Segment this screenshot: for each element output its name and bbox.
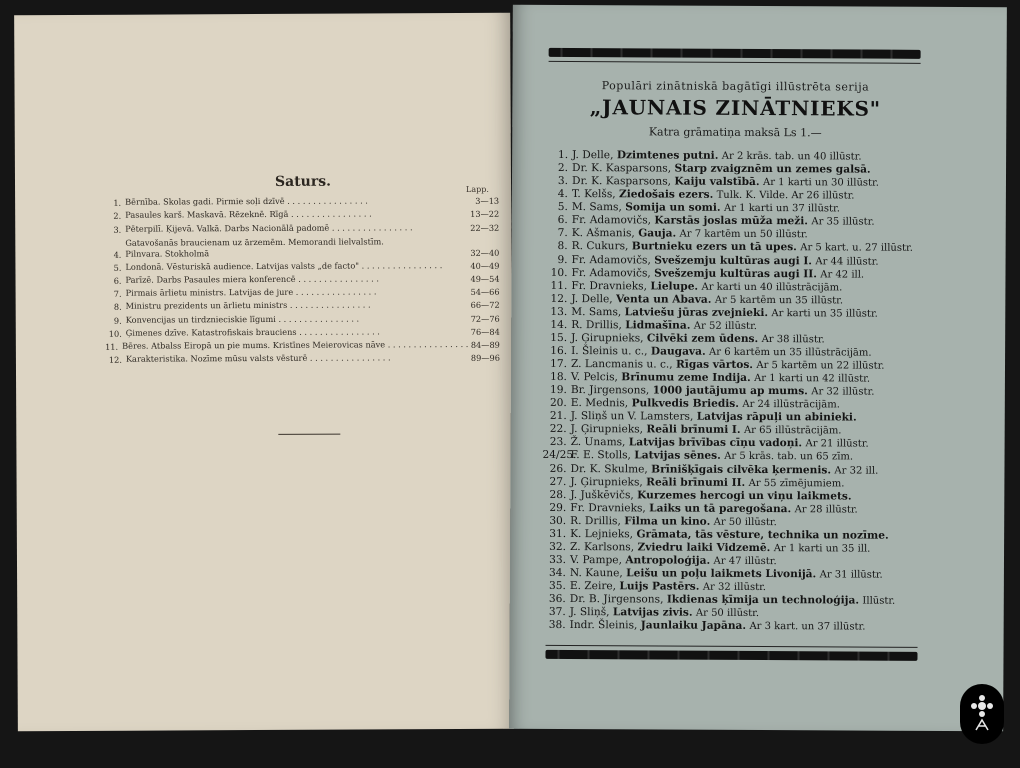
toc-row [100,323,500,338]
book-author: R. Drillis, [570,514,621,528]
book-number: 4. [557,188,568,201]
book-title: Burtnieku ezers un tā upes. [631,240,797,254]
book-info: Ar 55 zīmējumiem. [748,477,845,490]
book-title: Rīgas vārtos. [675,358,754,371]
book-title: Brīnumu zeme Indija. [621,371,751,385]
book-info: Ar 6 kartēm un 35 illūstrācijām. [709,346,872,359]
book-title: Karstās joslas mūža meži. [654,214,809,228]
book-author: R. Cukurs, [571,240,629,253]
toc-title: Bērnība. Skolas gadi. Pirmie soļi dzīvē . . . . . . . . . . . . . . . . [125,195,368,207]
series-subtitle: Populāri zinātniskā bagātīgi illūstrēta serija [601,79,870,94]
book-author: J. Sliņš un V. Lamsters, [570,410,694,423]
book-number: 30. [549,514,567,527]
book-number: 36. [548,593,566,606]
toc-pages: 89—96 [470,352,500,363]
book-info: Ar 38 illūstr. [761,333,825,346]
toc-number: 2. [113,211,122,222]
rule-bottom [546,645,918,648]
book-info: Ar 32 ill. [834,464,879,477]
book-title: Latvijas rāpuļi un abinieki. [696,410,857,424]
book-number: 7. [557,227,568,240]
toc-pages: 22—32 [470,222,500,233]
book-author: J. Ģirupnieks, [571,331,644,345]
toc-row [99,193,499,208]
price-line: Katra grāmatiņa maksā Ls 1.— [648,125,822,140]
book-number: 28. [549,488,567,501]
book-title: Dzimtenes putni. [616,149,719,162]
book-author: T. Kelšs, [571,188,616,201]
book-author: F. E. Stolls, [570,449,631,462]
book-info: Ar 5 kartēm un 22 illūstr. [756,359,885,372]
book-number: 34. [549,566,566,579]
book-author: Fr. Adamovičs, [571,253,651,266]
book-title: Latvijas zivis. [612,606,693,619]
toc-title: Ģimenes dzīve. Katastrofiskais brauciens . . . . . . . . . . . . . . . . [125,326,380,338]
book-title: Leišu un poļu laikmets Livonijā. [626,567,817,581]
book-author: N. Kaune, [569,567,623,580]
book-info: Ar 32 illūstr. [702,581,767,594]
book-title: Daugava. [650,345,706,358]
book-title: Cilvēki zem ūdens. [646,332,759,345]
book-title: Luijs Pastērs. [619,580,700,593]
book-title: Zviedru laiki Vidzemē. [637,541,771,554]
toc-title [125,236,461,260]
toc-title: Londonā. Vēsturiskā audience. Latvijas valsts „de facto" . . . . . . . . . . . . . . . . [125,259,443,272]
ornament-logo-icon [960,684,1004,744]
book-info: Ar 65 illūstrācijām. [743,425,842,437]
toc-title: Bēres. Atbalss Eiropā un pie mums. Kristīnes Meierovicas nāve . . . . . . . . . . . . . . . . [122,338,469,351]
toc-row [99,232,499,259]
book-author: I. Šleinis u. c., [571,344,648,358]
book-number: 10. [550,266,568,279]
book-title: Laiks un tā paregošana. [649,502,792,515]
book-title: Antropoloģija. [625,554,711,567]
book-info: Ar 24 illūstrācijām. [742,399,840,411]
toc-title: Pēterpilī. Ķijevā. Valkā. Darbs Nacionālā padomē . . . . . . . . . . . . . . . . [125,221,413,234]
book-title: Latviešu jūras zvejnieki. [624,306,769,319]
toc-pages: 3—13 [475,195,500,207]
book-info: Ar 32 illūstr. [811,386,875,398]
book-number: 1. [557,148,569,162]
book-info: Ar 52 illūstr. [693,320,757,332]
book-author: J. Delle, [572,149,614,162]
toc-title: Pasaules karš. Maskavā. Rēzeknē. Rīgā . . . . . . . . . . . . . . . . [125,208,372,221]
book-author: V. Pampe, [569,553,622,567]
toc-title: Ministru prezidents un ārlietu ministrs . . . . . . . . . . . . . . . . [125,299,371,312]
book-title: 1000 jautājumu ap mums. [652,384,808,398]
book-title: Ziedošais ezers. [619,188,714,201]
toc-title: Karakteristika. Nozīme mūsu valsts vēsturē . . . . . . . . . . . . . . . . [125,352,391,364]
toc-pages: 13—22 [470,209,500,220]
book-number: 38. [548,619,566,632]
toc-title: Parīzē. Darbs Pasaules miera konferencē . . . . . . . . . . . . . . . . [125,273,379,285]
book-number: 6. [557,214,568,227]
book-author: K. Lejnieks, [570,527,634,541]
book-title: Pulkvedis Briedis. [631,397,740,411]
toc-number: 4. [113,249,122,260]
book-info: Ar 44 illūstr. [815,255,879,268]
contents-title: Saturs. [274,173,332,190]
toc-number: 12. [108,354,122,365]
book-author: Br. Jirgensons, [570,384,650,397]
book-info: Ar 50 illūstr. [713,516,777,528]
book-author: J. Ģirupnieks, [570,423,644,436]
book-number: 18. [550,370,567,384]
book-number: 23. [549,436,567,449]
book-author: Z. Karlsons, [570,540,635,554]
book-title: Latvijas brīvības cīņu vadoņi. [628,436,803,450]
book-title: Filma un kino. [624,515,711,528]
book-author: K. Ašmanis, [571,227,635,240]
book-number: 20. [549,397,567,410]
book-number: 29. [549,501,567,514]
book-number: 22. [549,423,567,436]
toc-title-line1: Gatavošanās braucienam uz ārzemēm. Memorandi lielvalstīm. [125,235,384,248]
book-title: Lielupe. [650,280,699,293]
book-number: 9. [557,253,568,266]
book-info: Tulk. K. Vilde. Ar 26 illūstr. [716,189,855,202]
toc-title: Konvencijas un tirdznieciskie līgumi . . . . . . . . . . . . . . . . [125,313,360,325]
book-number: 8. [557,240,568,253]
book-title: Jaunlaiku Japāna. [640,619,747,633]
book-author: E. Zeire, [569,580,617,593]
book-number: 14. [550,318,568,331]
book-info: Illūstr. [862,595,896,607]
book-info: Ar 47 illūstr. [713,555,777,568]
book-number: 21. [549,410,567,423]
book-number: 32. [549,540,567,553]
book-list [542,149,965,635]
book-title: Kurzemes hercogi un viņu laikmets. [637,488,852,503]
book-info: Ar 50 illūstr. [695,607,760,620]
toc-row [100,350,500,365]
toc-number: 3. [113,224,122,235]
book-author: J. Sliņš, [569,606,610,619]
book-number: 16. [550,344,568,357]
book-number: 12. [550,292,568,305]
book-title: Reāli brīnumi I. [646,423,741,437]
book-info: Ar 5 kart. u. 27 illūstr. [800,242,913,255]
toc-row [99,219,499,234]
left-page [14,13,514,732]
toc-row [99,257,499,272]
toc-pages: 84—89 [470,339,500,350]
toc-number: 11. [105,341,119,352]
book-number: 19. [549,384,567,397]
book-number: 15. [550,331,568,344]
book-title: Gauja. [638,227,677,240]
book-title: Svešzemju kultūras augi II. [654,267,817,280]
divider-rule [278,434,340,435]
book-number: 17. [550,357,568,370]
book-author: Dr. B. Jirgensons, [569,593,664,606]
book-info: Ar 5 krās. tab. un 65 zīm. [724,451,854,463]
toc-pages: 49—54 [470,273,500,284]
list-item [542,619,962,634]
toc-title: Pirmais ārlietu ministrs. Latvijas de jure . . . . . . . . . . . . . . . . [125,286,377,298]
book-info: Ar 3 kart. un 37 illūstr. [749,621,866,633]
book-number: 37. [548,606,566,619]
book-number: 2. [557,162,569,175]
book-number: 33. [549,553,567,566]
book-info: Ar 35 illūstr. [811,216,875,228]
book-author: J. Juškēvičs, [570,488,634,501]
toc-number: 6. [113,275,122,286]
book-author: Fr. Dravnieks, [571,279,648,293]
book-author: E. Mednis, [570,397,629,410]
book-number: 5. [557,201,568,214]
book-info: Ar 21 illūstr. [805,438,869,450]
book-info: Ar 1 karti un 35 ill. [773,542,871,555]
toc-pages: 32—40 [470,247,500,258]
book-title: Reāli brīnumi II. [646,475,746,489]
book-info: Ar 28 illūstr. [794,503,858,516]
book-info: Ar 1 karti un 42 illūstr. [754,373,871,385]
toc-pages: 72—76 [470,313,500,324]
book-info: Ar 7 kartēm un 50 illūstr. [679,228,808,241]
book-title: Starp zvaigznēm un zemes galsā. [674,162,871,176]
table-of-contents [99,193,500,365]
book-author: Ž. Unams, [570,436,626,449]
toc-number: 9. [113,315,122,326]
book-number: 11. [550,279,568,292]
toc-pages: 40—49 [470,260,500,271]
toc-row [99,206,499,221]
book-number: 24/25. [542,449,577,462]
toc-row [100,310,500,325]
book-number: 26. [549,462,567,475]
book-title: Venta un Abava. [616,292,712,306]
toc-number: 7. [113,288,122,299]
rule-top [549,61,921,64]
book-info: Ar 5 kartēm un 35 illūstr. [714,294,844,307]
book-author: Fr. Adamovičs, [571,266,651,279]
toc-pages: 76—84 [470,326,500,337]
pages-header: Lapp. [466,184,489,194]
toc-row [100,336,500,351]
book-number: 31. [549,527,567,540]
book-author: M. Sams, [571,305,622,319]
book-info: Ar 2 krās. tab. un 40 illūstr. [721,150,862,163]
book-author: Fr. Adamovičs, [571,214,652,227]
toc-pages: 54—66 [470,286,500,298]
book-title: Latvijas sēnes. [634,449,721,463]
book-title: Somija un somi. [625,201,721,215]
toc-title-line2: Pilnvara. Stokholmā [125,247,210,259]
decorative-band-bottom [545,650,917,661]
book-author: M. Sams, [571,201,622,214]
toc-pages: 66—72 [470,300,500,311]
book-title: Lidmašīna. [625,319,691,332]
book-info: Ar 1 karti un 37 illūstr. [723,203,840,215]
book-author: Dr. K. Skulme, [570,462,648,475]
book-author: Dr. K. Kasparsons, [571,175,672,188]
book-title: Svešzemju kultūras augi I. [654,253,813,267]
toc-row [100,297,500,312]
series-title: „JAUNAIS ZINĀTNIEKS" [589,95,882,121]
toc-number: 5. [113,262,122,273]
book-info: Ar 31 illūstr. [819,569,883,581]
toc-number: 8. [113,302,122,313]
book-number: 13. [550,305,568,318]
book-title: Ikdienas ķīmija un technoloģija. [666,593,860,607]
book-title: Brīnišķīgais cilvēka ķermenis. [651,462,832,476]
book-author: Dr. K. Kasparsons, [572,162,672,175]
book-author: J. Ģirupnieks, [570,475,643,488]
book-info: Ar karti un 40 illūstrācijām. [701,281,843,294]
book-author: Fr. Dravnieks, [570,501,646,515]
decorative-band-top [549,48,921,59]
book-author: J. Delle, [571,292,613,305]
toc-number: 10. [108,328,122,339]
book-author: V. Pelcis, [570,371,618,384]
book-number: 35. [548,579,566,593]
toc-number: 1. [113,197,122,208]
right-page [509,5,1007,732]
book-author: Z. Lancmanis u. c., [570,358,673,371]
book-title: Grāmata, tās vēsture, technika un nozīme. [636,528,889,542]
book-author: R. Drillis, [571,318,622,332]
book-number: 27. [549,475,567,488]
toc-row [100,284,500,299]
book-number: 3. [557,175,569,188]
book-info: Ar 1 karti un 30 illūstr. [762,177,879,189]
book-entry [570,619,962,634]
book-author: Indr. Šleinis, [569,619,638,632]
book-info: Ar 42 ill. [820,268,865,281]
toc-row [99,271,499,286]
book-info: Ar karti un 35 illūstr. [771,307,878,320]
book-title: Kaiju valstībā. [674,175,760,189]
